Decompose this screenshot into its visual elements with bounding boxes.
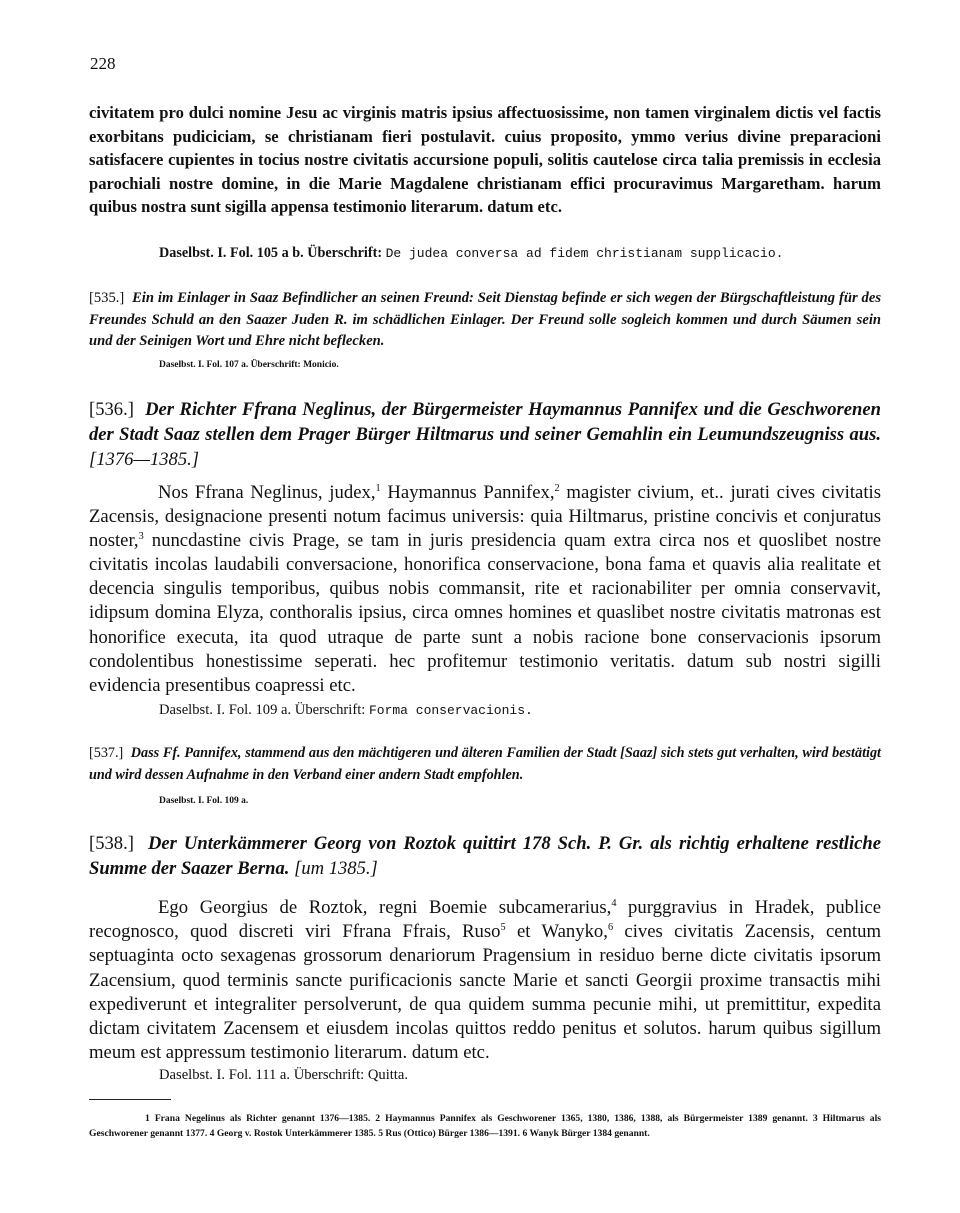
source-note-4: Daselbst. I. Fol. 109 a. — [159, 796, 249, 806]
page-number: 228 — [90, 54, 116, 73]
regest-date: [um 1385.] — [294, 858, 378, 879]
regest-number: [538.] — [89, 833, 134, 854]
paragraph-continuation: civitatem pro dulci nomine Jesu ac virginis matris ipsius affectuosissime, non tamen virginalem dictis vel factis exorbitans pudiciciam, se christianam fieri postulavit. cuius proposito, ymmo verius divine preparacioni satisfacere cupientes in tocius nostre civitatis accursione populi, solitis cautelose circa talia premissis in ecclesia parochiali nostre domine, in die Marie Magdalene christianam effici procuravimus Margaretham. harum quibus nostra sunt sigilla appensa testimonio literarum. datum etc. — [89, 103, 881, 216]
text-run: Haymannus Pannifex, — [380, 482, 555, 503]
regest-538 — [89, 831, 881, 881]
source-note-title: De judea conversa ad fidem christianam supplicacio. — [385, 246, 784, 261]
footnote-ref: 1 — [375, 482, 381, 494]
footnote-ref: 6 — [607, 921, 614, 933]
regest-text: Der Richter Ffrana Neglinus, der Bürgermeister Haymannus Pannifex und die Geschworenen der Stadt Saaz stellen dem Prager Bürger Hiltmarus und seiner Gemahlin ein Leumundszeugniss aus. — [89, 399, 881, 445]
regest-number: [537.] — [89, 745, 124, 761]
footnote-ref: 2 — [554, 482, 560, 494]
regest-537 — [89, 743, 881, 786]
source-note-1 — [159, 245, 783, 262]
source-note-5: Daselbst. I. Fol. 111 a. Überschrift: Quitta. — [159, 1067, 408, 1083]
footnote-ref: 3 — [138, 530, 144, 542]
regest-535 — [89, 288, 881, 353]
footnote-ref: 5 — [500, 921, 506, 933]
text-run: Ego Georgius de Roztok, regni Boemie subcamerarius, — [158, 897, 612, 918]
source-note-prefix: Daselbst. I. Fol. 105 a b. Überschrift: — [159, 245, 383, 261]
source-note-title: Forma conservacionis. — [368, 703, 533, 718]
paragraph-charter-538 — [89, 896, 881, 1065]
footnotes: 1 Frana Negelinus als Richter genannt 1376—1385. 2 Haymannus Pannifex als Geschworener 1365, 1380, 1386, 1388, als Bürgermeister 1389 genannt. 3 Hiltmarus als Geschworener genannt 1377. 4 Georg v. Rostok Unterkämmerer 1385. 5 Rus (Ottico) Bürger 1386—1391. 6 Wanyk Bürger 1384 genannt. — [89, 1113, 881, 1140]
source-note-2: Daselbst. I. Fol. 107 a. Überschrift: Monicio. — [159, 360, 339, 370]
source-note-prefix: Daselbst. I. Fol. 109 a. Überschrift: — [159, 702, 366, 718]
regest-date: [1376—1385.] — [89, 448, 200, 470]
regest-text: Ein im Einlager in Saaz Befindlicher an seinen Freund: Seit Dienstag befinde er sich wegen der Bürgschaftleistung für des Freundes Schuld an den Saazer Juden R. im schädlichen Einlager. Der Freund solle sogleich kommen und durch Säumen sein und der Seinigen Wort und Ehre nicht beflecken. — [89, 290, 882, 349]
regest-536 — [89, 398, 881, 472]
text-run: cives civitatis Zacensis, centum septuaginta octo sexagenas grossorum denariorum Pragensium in residuo berne dicte civitatis ipsorum Zacensium, quod terminis sancte purificacionis sancte Marie et sancti Georgii proxime transactis mihi expediverunt et integraliter persolverunt, de qua quidem summa pecunie mihi, ut premittitur, expedita dictam civitatem Zacensem et eiusdem incolas quittos reddo penitus et solutos. harum quibus sigillum meum est appressum testimonio literarum. datum etc. — [89, 921, 881, 1064]
text-run: magister civium, et.. jurati cives civitatis Zacensis, designacione presenti notum facimus universis: quia Hiltmarus, pristine concivis et conjuratus noster, — [89, 482, 881, 552]
text-run: Nos Ffrana Neglinus, judex, — [158, 482, 376, 503]
source-note-3 — [159, 702, 533, 719]
regest-number: [535.] — [89, 290, 125, 306]
text-run: purggravius in Hradek, publice recognosco, quod discreti viri Ffrana Ffrais, Ruso — [89, 897, 882, 943]
text-run: nuncdastine civis Prage, se tam in juris presidencia quam extra circa nos et quoslibet nostre civitatis incolas laudabili conversacione, honorifica conservacione, bona fama et quavis alia realitate et decencia singulis temporibus, quibus nobis commansit, rite et racionabiliter per omnia conservavit, idipsum domina Elyza, conthoralis ipsius, circa omnes homines et quaslibet nostre civitatis matronas est honorifice executa, ita quod utraque de parte sunt a nobis racione bone conservacionis ipsorum condolentibus honestissime seperati. hec profitemur testimonio veritatis. datum sub nostri sigilli evidencia presentibus coapressi etc. — [89, 530, 881, 696]
footnote-ref: 4 — [611, 897, 617, 909]
text-run: et Wanyko, — [505, 921, 608, 943]
regest-text: Dass Ff. Pannifex, stammend aus den mächtigeren und älteren Familien der Stadt [Saaz] sich stets gut verhalten, wird bestätigt und wird dessen Aufnahme in den Verband einer andern Stadt empfohlen. — [89, 745, 881, 783]
footnote-divider — [89, 1099, 171, 1100]
regest-text: Der Unterkämmerer Georg von Roztok quittirt 178 Sch. P. Gr. als richtig erhaltene restliche Summe der Saazer Berna. — [89, 833, 881, 879]
paragraph-charter-536 — [89, 481, 881, 698]
regest-number: [536.] — [89, 399, 134, 420]
